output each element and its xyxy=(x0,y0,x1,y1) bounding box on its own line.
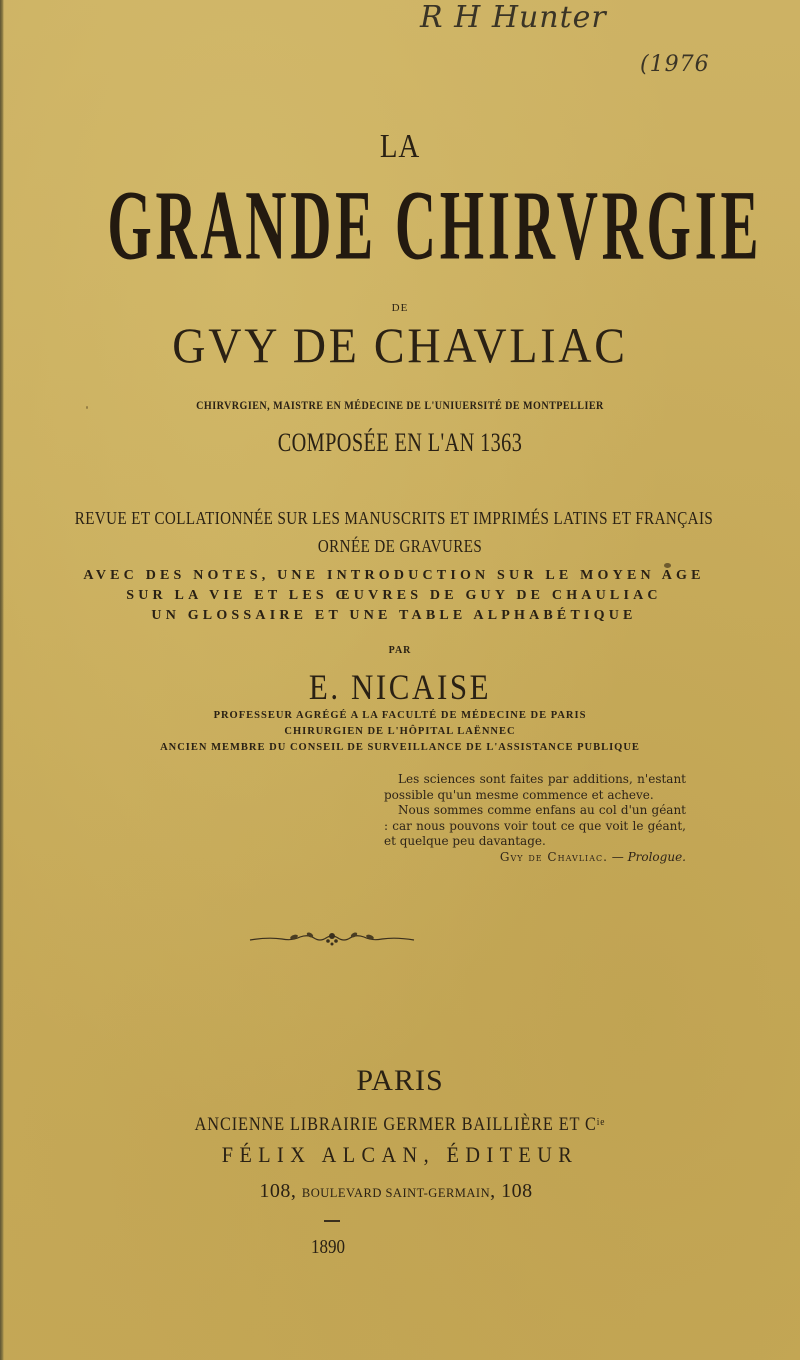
epigraph-separator: — xyxy=(607,849,628,864)
author-name: GVY DE CHAVLIAC xyxy=(172,317,628,373)
title-preposition: DE xyxy=(391,302,409,314)
publication-year: 1890 xyxy=(311,1236,345,1258)
editor-credential: PROFESSEUR AGRÉGÉ A LA FACULTÉ DE MÉDECINE DE PARIS xyxy=(213,710,587,721)
composition-date: COMPOSÉE EN L'AN 1363 xyxy=(277,428,523,457)
main-title: GRANDE CHIRVRGIE xyxy=(107,169,763,281)
editor-by: PAR xyxy=(388,645,412,656)
imprint-publisher: FÉLIX ALCAN, ÉDITEUR xyxy=(221,1142,579,1167)
epigraph-paragraph: Nous sommes comme enfans au col d'un géant : car nous pouvons voir tout ce que voit le géant, et quelque peu davantage. xyxy=(384,803,686,849)
imprint-former-publisher-text: ANCIENNE LIBRAIRIE GERMER BAILLIÈRE ET C xyxy=(194,1114,597,1135)
editor-credential: CHIRURGIEN DE L'HÔPITAL LAËNNEC xyxy=(284,726,516,737)
epigraph-work: Prologue. xyxy=(627,849,686,864)
edition-contents-line: UN GLOSSAIRE ET UNE TABLE ALPHABÉTIQUE xyxy=(151,608,637,623)
floral-vine-ornament-icon xyxy=(248,928,416,948)
paper-stain xyxy=(664,563,671,568)
imprint-city: PARIS xyxy=(356,1064,444,1097)
epigraph-author: Gvy de Chavliac. xyxy=(499,849,608,864)
imprint-former-publisher xyxy=(56,1114,744,1136)
handwritten-number: (1976 xyxy=(640,52,710,77)
edition-contents-line: SUR LA VIE ET LES ŒUVRES DE GUY DE CHAULIAC xyxy=(126,588,662,603)
edition-revised: REVUE ET COLLATIONNÉE SUR LES MANUSCRITS ET IMPRIMÉS LATINS ET FRANÇAIS xyxy=(74,508,714,528)
address-number: 108 xyxy=(259,1180,291,1202)
editor-name: E. NICAISE xyxy=(308,667,492,707)
author-description: CHIRVRGIEN, MAISTRE EN MÉDECINE DE L'UNIUERSITÉ DE MONTPELLIER xyxy=(196,400,604,412)
imprint-divider xyxy=(324,1220,340,1222)
page-binding-edge xyxy=(0,0,4,1360)
title-article: LA xyxy=(379,128,421,165)
imprint-former-publisher-sup: ie xyxy=(596,1116,606,1128)
address-street: BOULEVARD SAINT-GERMAIN xyxy=(301,1186,491,1200)
address-number: 108 xyxy=(501,1180,533,1202)
epigraph xyxy=(384,772,686,866)
editor-credential: ANCIEN MEMBRE DU CONSEIL DE SURVEILLANCE DE L'ASSISTANCE PUBLIQUE xyxy=(160,742,640,753)
imprint-address: 108, BOULEVARD SAINT-GERMAIN, 108 xyxy=(259,1180,533,1202)
edition-contents-line: AVEC DES NOTES, UNE INTRODUCTION SUR LE MOYEN AGE xyxy=(83,568,705,583)
epigraph-attribution xyxy=(384,850,686,866)
handwritten-signature: R H Hunter xyxy=(420,0,607,35)
edition-illustrated: ORNÉE DE GRAVURES xyxy=(317,536,483,556)
epigraph-paragraph: Les sciences sont faites par additions, n'estant possible qu'un mesme commence et acheve. xyxy=(384,772,686,802)
paper-stain xyxy=(86,406,88,409)
